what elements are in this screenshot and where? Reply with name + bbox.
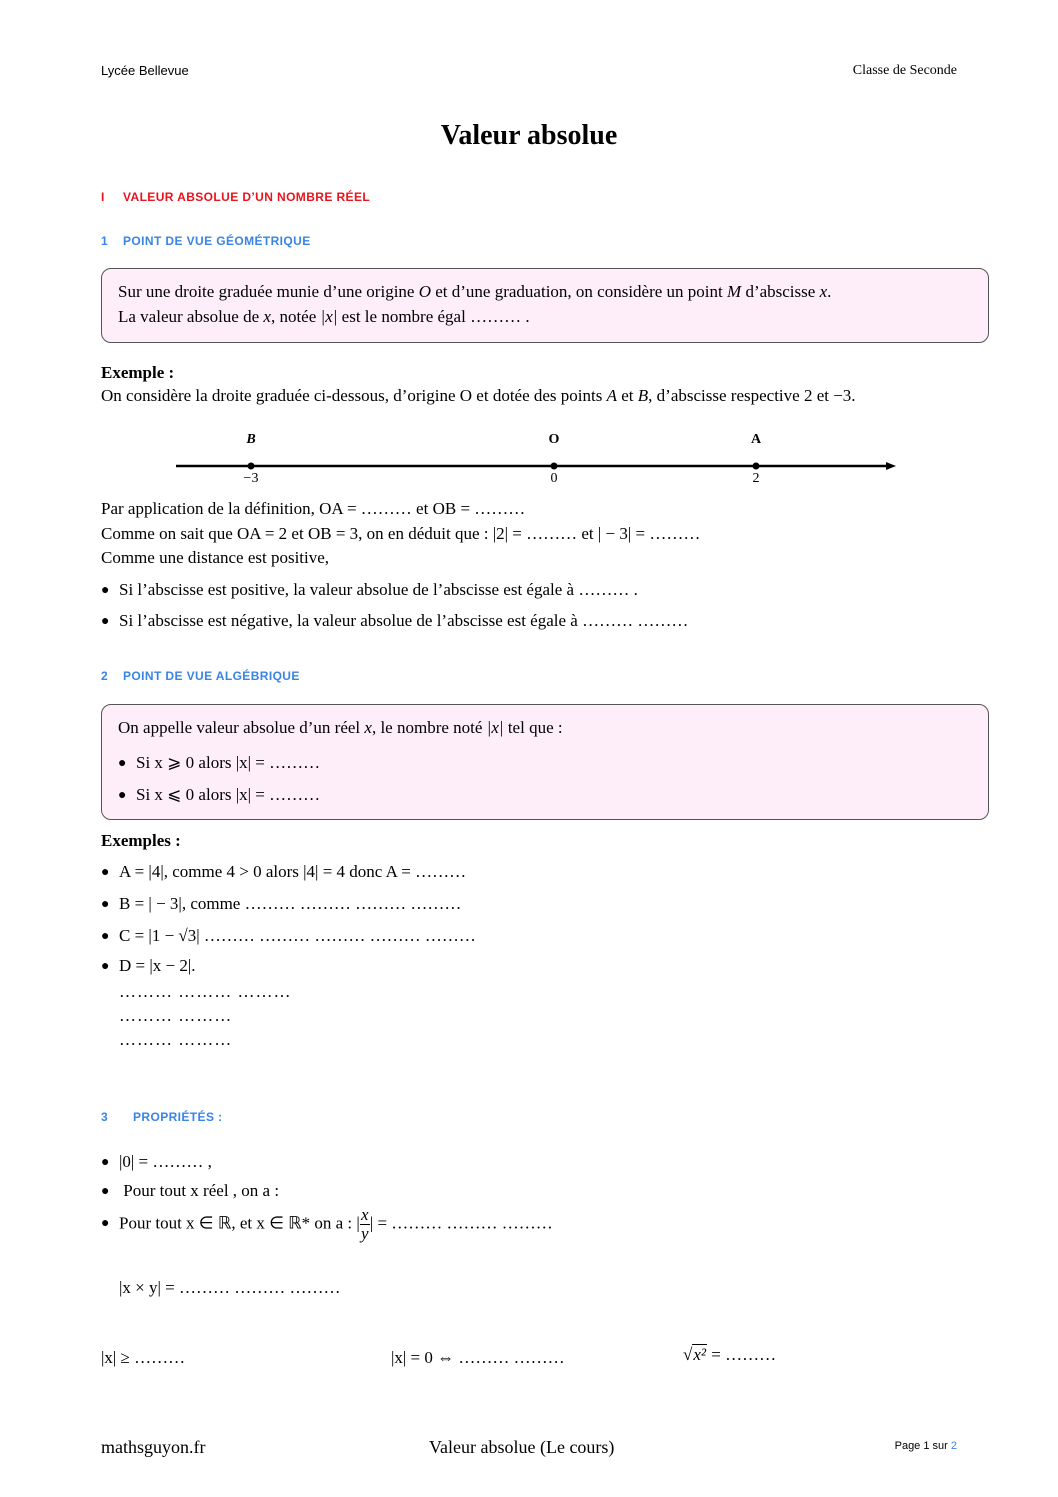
text: , notée [270,307,321,326]
bullet-icon: ● [101,614,110,629]
numerator: x [361,1205,369,1224]
list-item [101,894,461,914]
property-nonnegative: |x| ≥ ……… [101,1348,186,1367]
text: B = | − 3|, comme ……… ……… ……… ……… [119,894,462,913]
bullet-icon: ● [101,583,110,598]
number-line-axis [174,430,904,490]
list-item [101,1206,553,1243]
text: On appelle valeur absolue d’un réel [118,718,365,737]
sqrt-icon: √ [683,1345,693,1364]
footer-site: mathsguyon.fr [101,1437,206,1457]
number-line [174,430,904,490]
blank-line: ……… ……… [119,1030,233,1049]
bullet-icon: ● [118,788,127,803]
point-B [248,463,255,470]
text: Si x ⩽ 0 alors |x| = ……… [136,785,321,804]
definition-box-algebraic [101,704,989,820]
example-line-1: Par application de la définition, OA = ……… et OB = ……… [101,499,526,518]
math-var: x [263,307,271,326]
text: tel que : [503,718,563,737]
text: La valeur absolue de [118,307,264,326]
text: , d’abscisse respective 2 et −3. [648,386,856,405]
list-item [101,611,688,631]
section-number: I [101,190,105,204]
subsection-label: POINT DE VUE GÉOMÉTRIQUE [123,234,311,248]
list-item [101,1181,279,1201]
example-line-2: Comme on sait que OA = 2 et OB = 3, on en déduit que : |2| = ……… et | − 3| = ……… [101,524,701,543]
definition-line-1 [118,282,831,302]
text: Si l’abscisse est négative, la valeur absolue de l’abscisse est égale à ……… ……… [119,611,689,630]
bullet-icon: ● [101,959,110,974]
fraction [360,1206,370,1243]
list-item [101,862,466,882]
math-var: B [637,386,649,405]
definition-line-2 [118,307,530,327]
text: Sur une droite graduée munie d’une origine [118,282,419,301]
text: Pour tout x réel , on a : [119,1181,280,1200]
text: = ……… [707,1345,777,1364]
subsection-heading-1 [101,234,311,248]
list-item [101,580,638,600]
subsection-label: PROPRIÉTÉS : [133,1110,223,1124]
bullet-icon: ● [101,897,110,912]
bullet-icon: ● [101,1216,110,1232]
tick-label: 2 [752,471,760,486]
page-total-link[interactable]: 2 [950,1440,957,1452]
footer-title: Valeur absolue (Le cours) [429,1437,615,1457]
tick-label: −3 [243,471,259,486]
denominator: y [361,1224,369,1243]
bullet-icon: ● [101,929,110,944]
text: . [827,282,832,301]
section-heading-1 [101,190,370,204]
subsection-number: 3 [101,1110,109,1124]
blank-line: ……… ……… ……… [119,982,292,1001]
bullet-icon: ● [101,865,110,880]
point-A [753,463,760,470]
list-item [101,926,476,946]
point-O [551,463,558,470]
text: C = |1 − √3| ……… ……… ……… ……… ……… [119,926,476,945]
header-class: Classe de Seconde [852,63,957,78]
math-var: A [606,386,617,405]
text: D = |x − 2|. [119,956,196,975]
example-heading: Exemple : [101,363,175,382]
math-var: x [819,282,828,301]
text: , le nombre noté [371,718,487,737]
definition-case-positive [118,753,320,773]
footer-page-number [895,1440,957,1452]
subsection-label: POINT DE VUE ALGÉBRIQUE [123,669,300,683]
text: est le nombre égal ……… . [337,307,530,326]
section-label: VALEUR ABSOLUE D’UN NOMBRE RÉEL [123,190,371,204]
header-school: Lycée Bellevue [101,63,189,78]
text: Pour tout x ∈ ℝ, et x ∈ ℝ* on a : | [119,1213,360,1233]
subsection-heading-3 [101,1110,222,1124]
bullet-icon: ● [101,1184,110,1199]
point-name-O: O [548,432,560,447]
property-sqrt [683,1345,776,1365]
subsection-number: 1 [101,234,109,248]
text: | = ……… ……… ……… [369,1213,553,1233]
point-name-A: A [750,432,762,447]
text: Si x ⩾ 0 alors |x| = ……… [136,753,321,772]
list-item [101,956,196,976]
subsection-heading-2 [101,669,300,683]
definition-intro [118,718,563,738]
math-var: x [364,718,372,737]
math-expr: |x| [486,718,504,737]
bullet-icon: ● [118,756,127,771]
blank-line: ……… ……… [119,1006,233,1025]
text: et d’une graduation, on considère un point [431,282,728,301]
math-var: M [727,282,742,301]
example-intro [101,386,856,406]
property-product: |x × y| = ……… ……… ……… [119,1278,341,1297]
text: Page 1 sur [894,1440,951,1452]
text: A = |4|, comme 4 > 0 alors |4| = 4 donc A = ……… [119,862,467,881]
text: |0| = ……… , [119,1152,212,1171]
text: d’abscisse [741,282,820,301]
page-title: Valeur absolue [440,120,618,151]
text: On considère la droite graduée ci-dessous, d’origine O et dotée des points [101,386,607,405]
math-var: O [418,282,431,301]
arrow-head-icon [886,462,896,470]
text: et [617,386,638,405]
list-item [101,1152,212,1172]
examples-heading: Exemples : [101,831,181,850]
point-name-B: B [246,432,256,447]
subsection-number: 2 [101,669,109,683]
property-zero: |x| = 0 ⇔ ……… ……… [391,1348,565,1367]
tick-label: 0 [550,471,558,486]
bullet-icon: ● [101,1155,110,1170]
example-line-3: Comme une distance est positive, [101,548,330,567]
definition-box-geometric [101,268,989,343]
math-expr: |x| [320,307,338,326]
definition-case-negative [118,785,320,805]
text: Si l’abscisse est positive, la valeur absolue de l’abscisse est égale à ……… . [119,580,638,599]
radicand: x² [693,1345,706,1364]
